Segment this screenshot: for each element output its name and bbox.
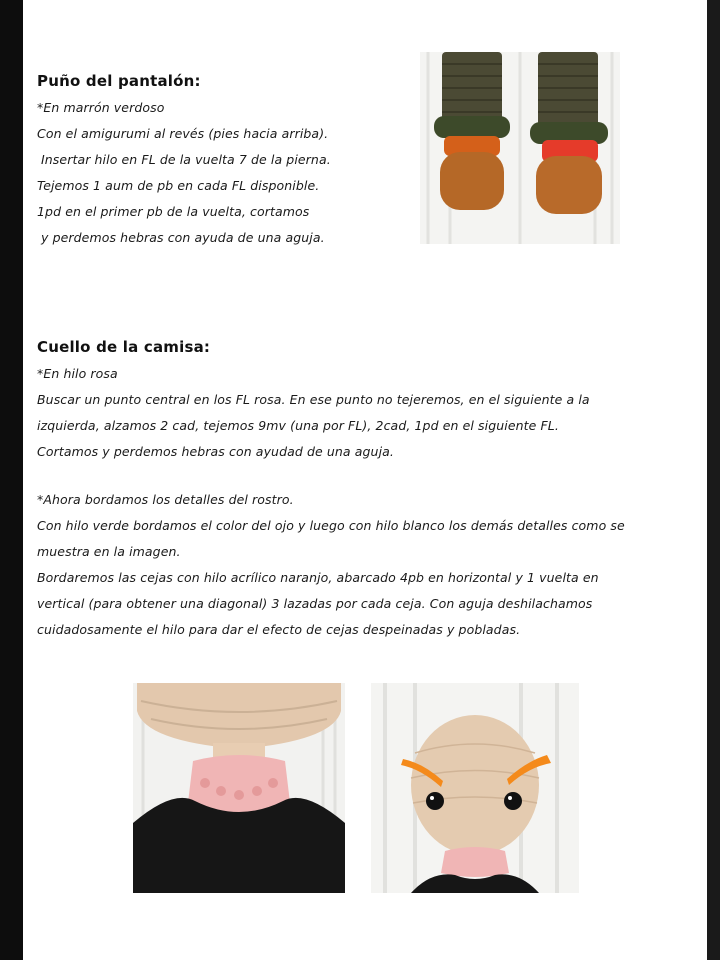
section-title-pant-cuff: Puño del pantalón: [37,72,201,90]
photo-pant-cuffs [420,52,620,244]
text-line: 1pd en el primer pb de la vuelta, cortamos [37,204,310,219]
document-page [23,0,707,960]
text-line: *En marrón verdoso [37,100,165,115]
text-line: cuidadosamente el hilo para dar el efecto de cejas despeinadas y pobladas. [37,622,521,637]
text-line: *En hilo rosa [37,366,118,381]
text-line: Tejemos 1 aum de pb en cada FL disponible. [37,178,320,193]
text-line: Cortamos y perdemos hebras con ayudad de una aguja. [37,444,394,459]
text-line: y perdemos hebras con ayuda de una aguja. [41,230,325,245]
text-line: Insertar hilo en FL de la vuelta 7 de la pierna. [41,152,331,167]
text-line: *Ahora bordamos los detalles del rostro. [37,492,294,507]
scrollbar-track[interactable] [707,0,720,960]
text-line: muestra en la imagen. [37,544,181,559]
photo-shirt-collar [133,683,345,893]
text-line: vertical (para obtener una diagonal) 3 lazadas por cada ceja. Con aguja deshilachamos [37,596,593,611]
text-line: izquierda, alzamos 2 cad, tejemos 9mv (una por FL), 2cad, 1pd en el siguiente FL. [37,418,559,433]
photo-face-details [371,683,579,893]
text-line: Buscar un punto central en los FL rosa. En ese punto no tejeremos, en el siguiente a la [37,392,590,407]
text-line: Con hilo verde bordamos el color del ojo y luego con hilo blanco los demás detalles como se [37,518,625,533]
text-line: Con el amigurumi al revés (pies hacia arriba). [37,126,329,141]
section-title-shirt-collar: Cuello de la camisa: [37,338,211,356]
text-line: Bordaremos las cejas con hilo acrílico naranjo, abarcado 4pb en horizontal y 1 vuelta en [37,570,599,585]
